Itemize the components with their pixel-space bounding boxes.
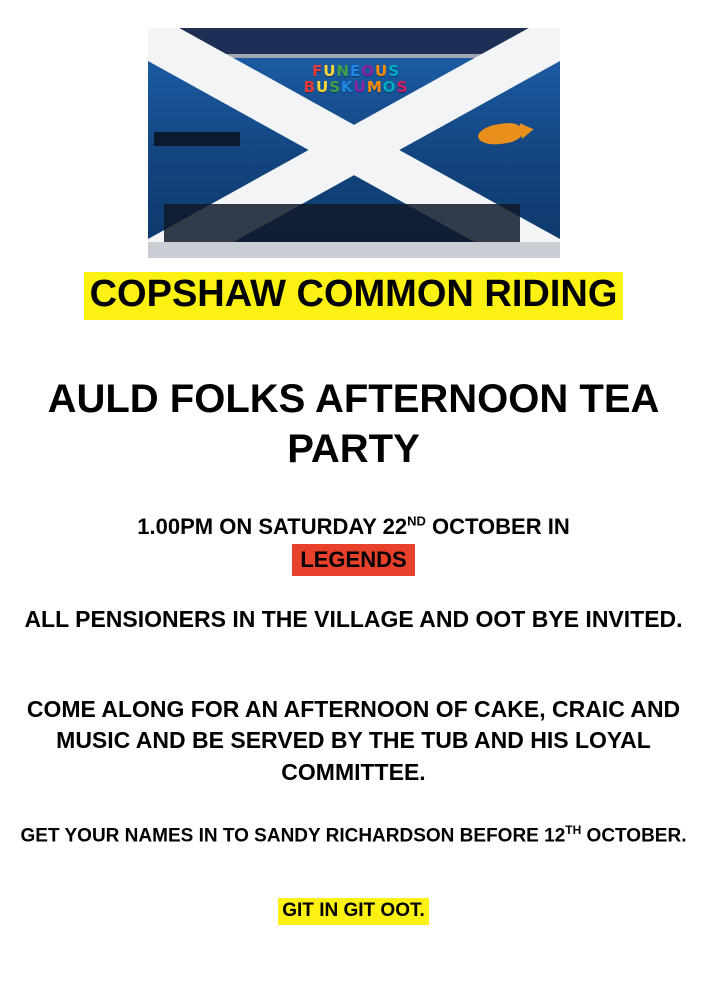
event-location-prefix: OCTOBER IN: [425, 514, 570, 539]
poster-headline: AULD FOLKS AFTERNOON TEA PARTY: [47, 377, 660, 471]
flag-photo: [148, 28, 560, 258]
event-time-date: 1.00PM ON SATURDAY 22: [137, 514, 408, 539]
flag-photo-image: [148, 28, 560, 258]
rsvp-paragraph: [0, 822, 707, 850]
photo-bottom-edge: [148, 242, 560, 258]
venue-name: LEGENDS: [292, 544, 414, 577]
rsvp-month: OCTOBER.: [581, 825, 687, 847]
event-datetime-line: [0, 512, 707, 576]
banner-letters-line1: FUNEOUS: [311, 62, 400, 80]
photo-lower-dark-area: [164, 204, 520, 242]
banner-letters-line2: BUSKUMOS: [303, 77, 409, 96]
details-paragraph: COME ALONG FOR AN AFTERNOON OF CAKE, CRAIC AND MUSIC AND BE SERVED BY THE TUB AND HIS LOYAL COMMITTEE.: [26, 696, 681, 785]
rsvp-date-ordinal-suffix: TH: [565, 823, 582, 837]
banner-letters: [276, 64, 436, 96]
poster-footer-text: GIT IN GIT OOT.: [278, 898, 429, 925]
date-ordinal-suffix: ND: [407, 513, 426, 529]
photo-dark-ribbon: [154, 132, 240, 146]
poster-title: [0, 272, 707, 320]
rsvp-text: GET YOUR NAMES IN TO SANDY RICHARDSON BEFORE 12: [20, 825, 566, 847]
invite-paragraph: ALL PENSIONERS IN THE VILLAGE AND OOT BYE INVITED.: [24, 606, 683, 632]
poster-title-text: COPSHAW COMMON RIDING: [84, 272, 624, 320]
poster-footer: [0, 898, 707, 925]
